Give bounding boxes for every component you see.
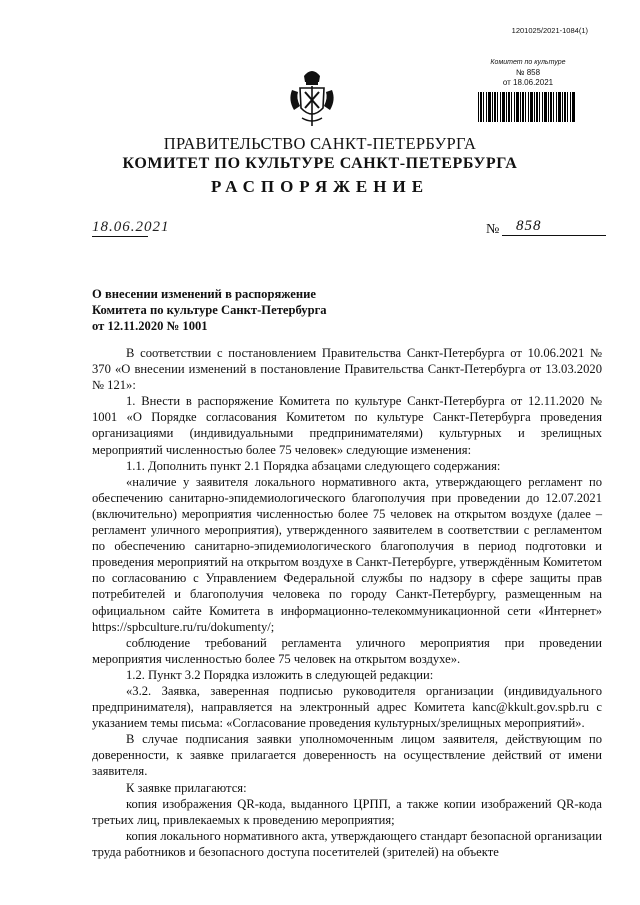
- government-name: ПРАВИТЕЛЬСТВО САНКТ-ПЕТЕРБУРГА: [163, 134, 477, 153]
- registration-code: 1201025/2021-1084(1): [511, 26, 588, 35]
- paragraph: 1.2. Пункт 3.2 Порядка изложить в следующей редакции:: [126, 667, 434, 682]
- coat-of-arms-icon: [286, 66, 338, 128]
- paragraph: копия локального нормативного акта, утверждающего стандарт безопасной организации труда работников и безопасного доступа посетителей (зрителей) на объекте: [92, 828, 602, 859]
- paragraph: «3.2. Заявка, заверенная подписью руководителя организации (индивидуального предпринимателя), направляется на электронный адрес Комитета kanc@kkult.gov.spb.ru с указанием темы письма: «Согласование проведения культурных/зрелищных мероприятий».: [92, 683, 602, 731]
- document-number: 858: [502, 218, 606, 236]
- paragraph: В соответствии с постановлением Правительства Санкт-Петербурга от 10.06.2021 № 370 «О внесении изменений в постановление Правительства Санкт-Петербурга от 13.03.2020 № 121»:: [92, 346, 602, 393]
- paragraph: «наличие у заявителя локального нормативного акта, утверждающего регламент по обеспечению санитарно-эпидемиологического благополучия при проведении до 12.07.2021 (включительно) мероприятия численностью более 75 человек на открытом воздухе (далее – регламент уличного мероприятия), утвержденного заявителем в соответствии с регламентом по обеспечению санитарно-эпидемиологического благополучия в период подготовки и проведения мероприятий на открытом воздухе в Санкт-Петербурге, утверждённым Комитетом по согласованию с Управлением Федеральной службы по надзору в сфере защиты прав потребителей и благополучия человека по городу Санкт-Петербургу, размещенным на официальном сайте Комитета в информационно-телекоммуникационной сети «Интернет» https://spbculture.ru/ru/dokumenty/;: [92, 474, 602, 634]
- subject-line: от 12.11.2020 № 1001: [92, 319, 208, 333]
- stamp-number: № 858: [515, 68, 541, 77]
- paragraph: 1.1. Дополнить пункт 2.1 Порядка абзацами следующего содержания:: [126, 458, 501, 473]
- committee-name: КОМИТЕТ ПО КУЛЬТУРЕ САНКТ-ПЕТЕРБУРГА: [122, 155, 518, 172]
- stamp-title: Комитет по культуре: [490, 59, 566, 66]
- paragraph: соблюдение требований регламента уличного мероприятия при проведении мероприятия численностью более 75 человек на открытом воздухе».: [92, 635, 602, 666]
- paragraph: В случае подписания заявки уполномоченным лицом заявителя, действующим по доверенности, к заявке прилагается доверенность на осуществление действий от имени заявителя.: [92, 732, 602, 779]
- barcode: [478, 92, 576, 122]
- number-label: №: [486, 222, 500, 237]
- subject-line: Комитета по культуре Санкт-Петербурга: [92, 303, 327, 317]
- document-type: РАСПОРЯЖЕНИЕ: [210, 177, 430, 196]
- paragraph: К заявке прилагаются:: [126, 780, 247, 795]
- document-body: [92, 345, 602, 860]
- registration-stamp: [478, 58, 578, 88]
- document-date: 18.06.2021: [92, 219, 170, 235]
- stamp-date: от 18.06.2021: [502, 78, 554, 87]
- paragraph: копия изображения QR-кода, выданного ЦРПП, а также копии изображений QR-кода третьих лиц, привлекаемых к проведению мероприятия;: [92, 796, 602, 827]
- document-subject: [92, 286, 392, 334]
- paragraph: 1. Внести в распоряжение Комитета по культуре Санкт-Петербурга от 12.11.2020 № 1001 «О Порядке согласования Комитетом по культуре Санкт-Петербурга проведения организациями (индивидуальными предпринимателями) культурных и зрелищных мероприятий численностью более 75 человек» следующие изменения:: [92, 394, 602, 457]
- subject-line: О внесении изменений в распоряжение: [92, 287, 316, 301]
